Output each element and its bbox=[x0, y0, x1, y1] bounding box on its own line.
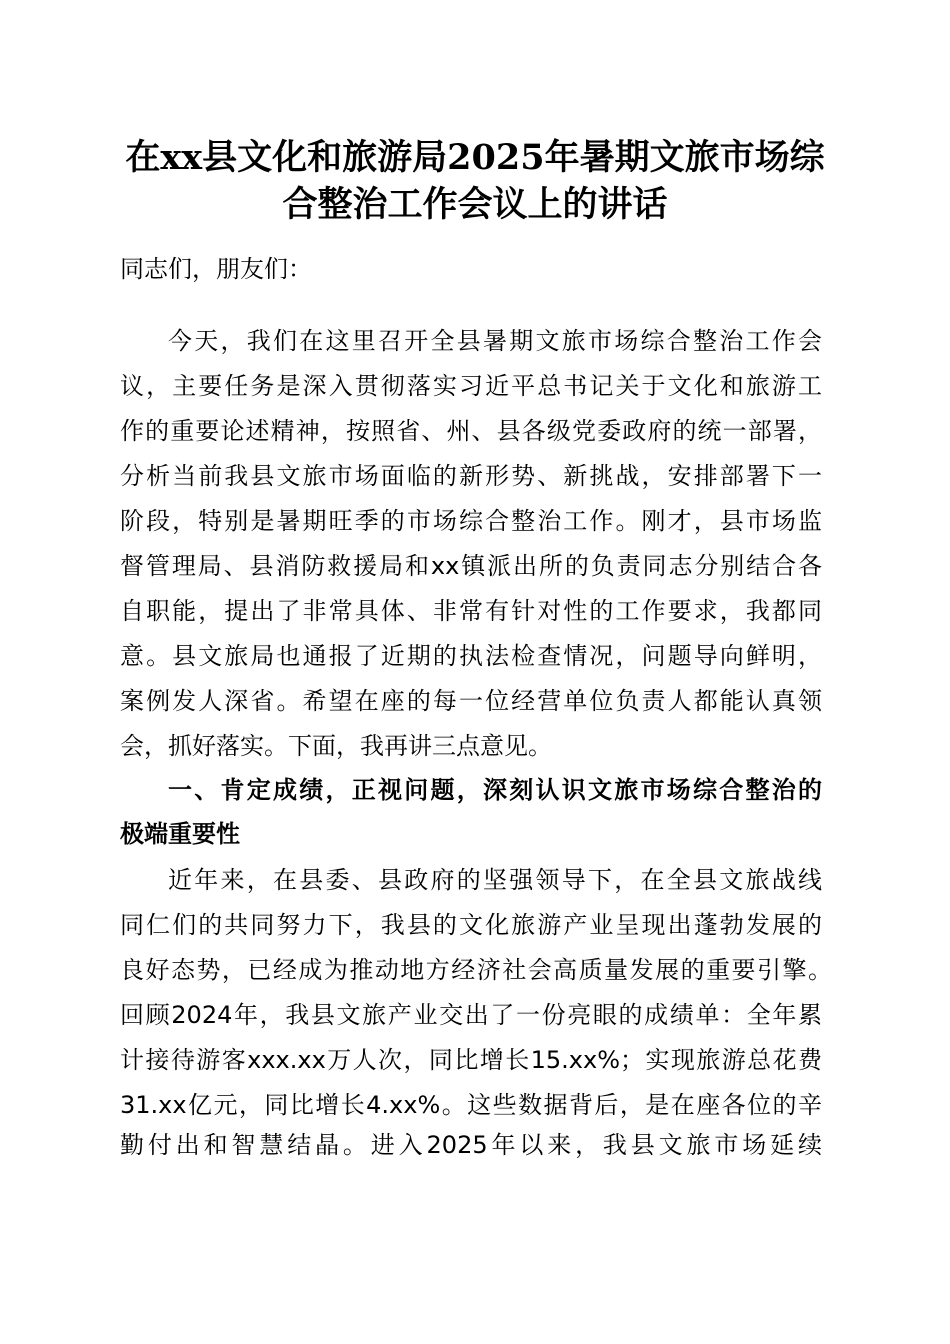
paragraph-line: 自职能，提出了非常具体、非常有针对性的工作要求，我都同 bbox=[120, 597, 822, 625]
paragraph-line: 议，主要任务是深入贯彻落实习近平总书记关于文化和旅游工 bbox=[120, 372, 822, 400]
heading-line: 一、肯定成绩，正视问题，深刻认识文旅市场综合整治的 bbox=[168, 776, 822, 804]
paragraph-line: 31.xx亿元，同比增长4.xx%。这些数据背后，是在座各位的辛 bbox=[120, 1091, 822, 1119]
paragraph-line: 作的重要论述精神，按照省、州、县各级党委政府的统一部署， bbox=[120, 417, 822, 445]
paragraph-line: 意。县文旅局也通报了近期的执法检查情况，问题导向鲜明， bbox=[120, 642, 822, 670]
paragraph-line: 阶段，特别是暑期旺季的市场综合整治工作。刚才，县市场监 bbox=[120, 507, 822, 535]
paragraph-line: 会，抓好落实。下面，我再讲三点意见。 bbox=[120, 732, 552, 760]
paragraph-line: 案例发人深省。希望在座的每一位经营单位负责人都能认真领 bbox=[120, 687, 822, 715]
document-title-line-2: 合整治工作会议上的讲话 bbox=[282, 184, 668, 225]
paragraph-line: 计接待游客xxx.xx万人次，同比增长15.xx%；实现旅游总花费 bbox=[120, 1046, 822, 1074]
paragraph-line: 今天，我们在这里召开全县暑期文旅市场综合整治工作会 bbox=[168, 327, 822, 355]
paragraph-line: 良好态势，已经成为推动地方经济社会高质量发展的重要引擎。 bbox=[120, 956, 832, 984]
paragraph-line: 督管理局、县消防救援局和xx镇派出所的负责同志分别结合各 bbox=[120, 552, 822, 580]
paragraph-line: 回顾2024年，我县文旅产业交出了一份亮眼的成绩单：全年累 bbox=[120, 1001, 822, 1029]
paragraph-line: 同仁们的共同努力下，我县的文化旅游产业呈现出蓬勃发展的 bbox=[120, 911, 822, 939]
salutation: 同志们，朋友们： bbox=[120, 255, 312, 283]
document-title-line-1: 在xx县文化和旅游局2025年暑期文旅市场综 bbox=[125, 137, 825, 178]
heading-line: 极端重要性 bbox=[120, 820, 240, 848]
paragraph-line: 勤付出和智慧结晶。进入2025年以来，我县文旅市场延续 bbox=[120, 1131, 822, 1159]
paragraph-line: 近年来，在县委、县政府的坚强领导下，在全县文旅战线 bbox=[168, 866, 822, 894]
paragraph-line: 分析当前我县文旅市场面临的新形势、新挑战，安排部署下一 bbox=[120, 462, 822, 490]
